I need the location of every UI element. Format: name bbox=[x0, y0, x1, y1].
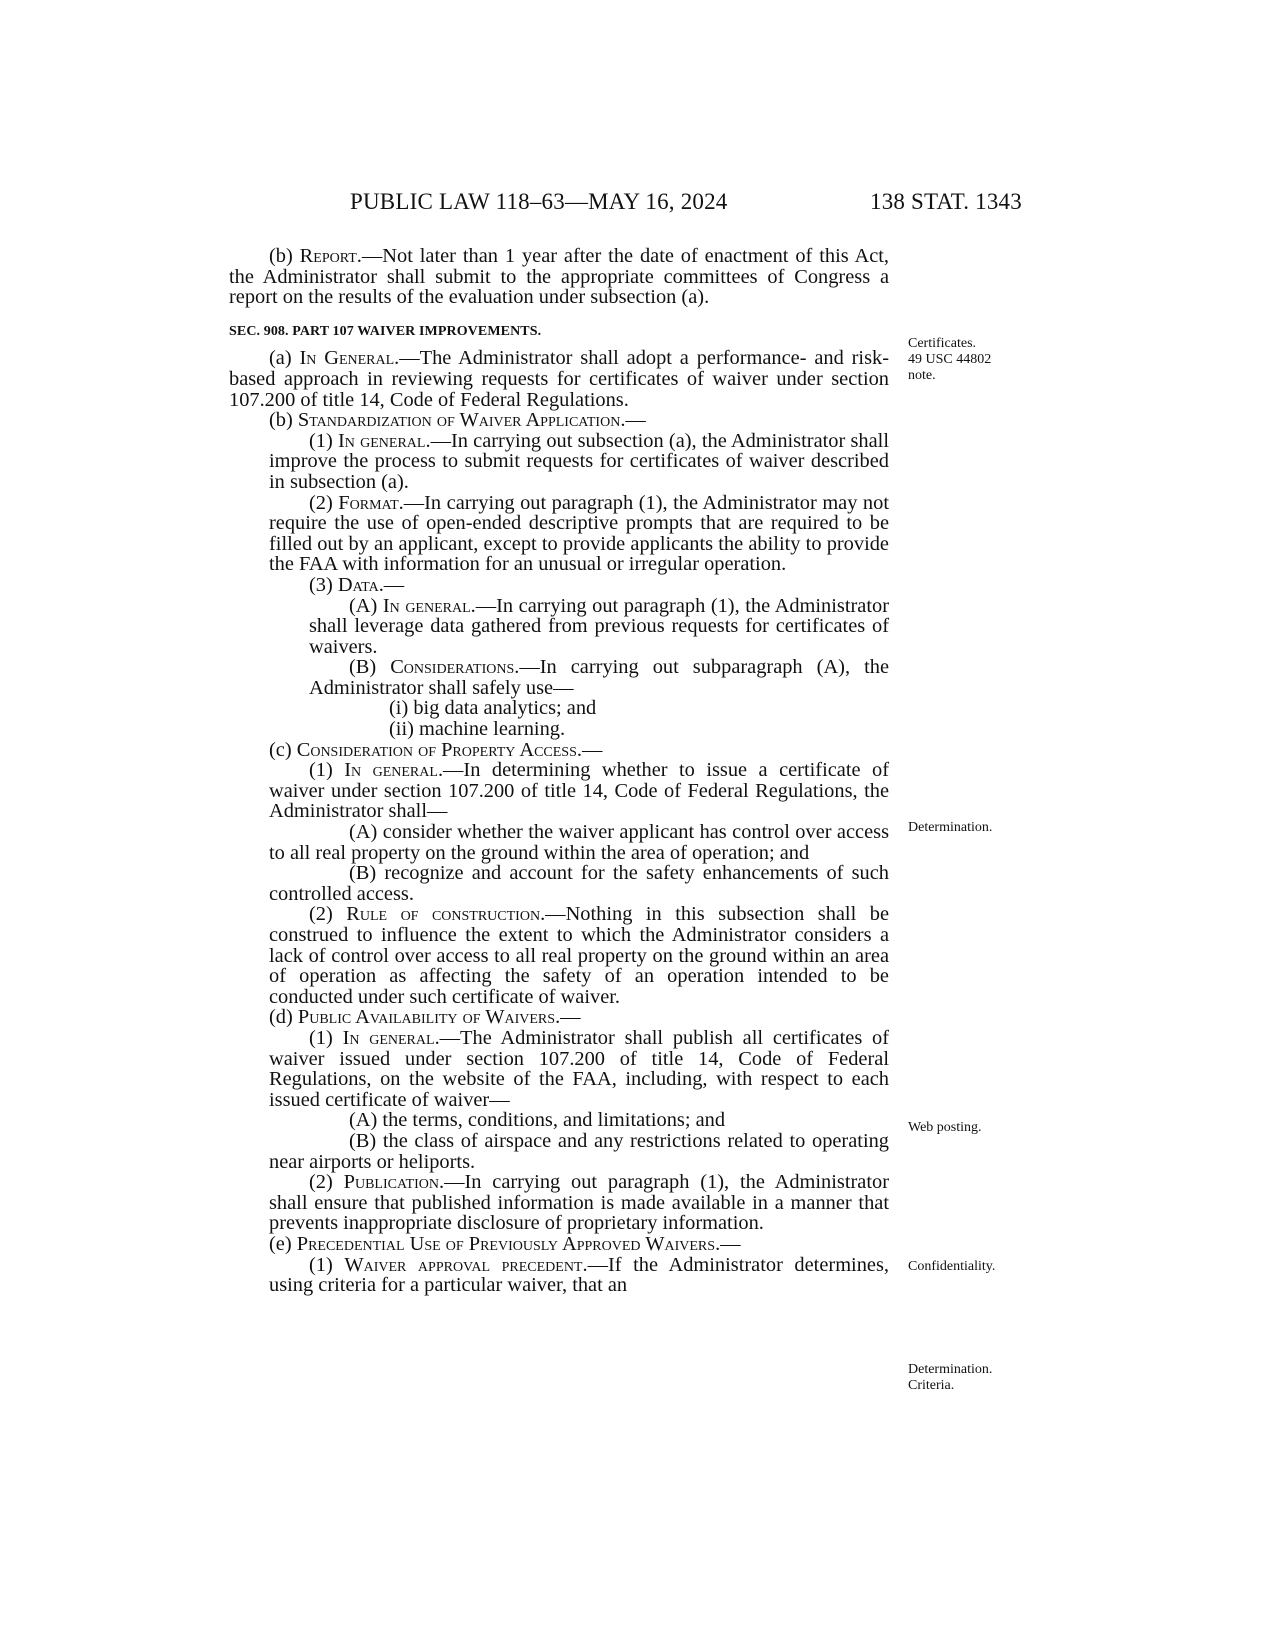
statute-page-number: 138 STAT. 1343 bbox=[870, 189, 1022, 214]
margin-note-confidentiality: Confidentiality. bbox=[908, 1259, 996, 1274]
margin-note-determination: Determination. bbox=[908, 820, 993, 835]
paragraph-c1: (1) In general.—In determining whether to issue a certificate of waiver under section 107.200 of title 14, Code of Federal Regulations, the Administrator shall— bbox=[269, 759, 890, 823]
paragraph-b1: (1) In general.—In carrying out subsection (a), the Administrator shall improve the process to submit requests for certificates of waiver described in subsection (a). bbox=[269, 429, 890, 493]
margin-note-web-posting: Web posting. bbox=[908, 1120, 982, 1135]
paragraph-e1: (1) Waiver approval precedent.—If the Administrator determines, using criteria for a particular waiver, that an bbox=[269, 1253, 889, 1297]
law-text bbox=[229, 246, 889, 1296]
margin-note-line: Determination. bbox=[908, 1362, 993, 1377]
paragraph-b2: (2) Format.—In carrying out paragraph (1), the Administrator may not require the use of open-ended descriptive prompts that are required to be filled out by an applicant, except to provide applicants the ability to provide the FAA with information for an unusual or irregular operation. bbox=[269, 491, 889, 576]
paragraph-b-report: (b) Report.—Not later than 1 year after the date of enactment of this Act, the Administrator shall submit to the appropriate committees of Congress a report on the results of the evaluation under subsection (a). bbox=[229, 245, 890, 309]
clause-b3Bii: (ii) machine learning. bbox=[389, 718, 566, 741]
subsection-e-heading: (e) Precedential Use of Previously Approved Waivers.— bbox=[269, 1232, 741, 1255]
subsection-b-heading: (b) Standardization of Waiver Application.— bbox=[269, 409, 646, 432]
margin-note-line: note. bbox=[908, 368, 936, 383]
subparagraph-d1B: (B) the class of airspace and any restrictions related to operating near airports or heliports. bbox=[269, 1129, 889, 1173]
running-head-title: PUBLIC LAW 118–63—MAY 16, 2024 bbox=[350, 189, 728, 214]
clause-b3Bi: (i) big data analytics; and bbox=[389, 697, 597, 720]
margin-note-line: Criteria. bbox=[908, 1378, 955, 1393]
subparagraph-b3A: (A) In general.—In carrying out paragraph (1), the Administrator shall leverage data gathered from previous requests for certificates of waivers. bbox=[309, 594, 889, 658]
margin-note-certificates bbox=[908, 336, 991, 384]
subparagraph-d1A: (A) the terms, conditions, and limitations; and bbox=[349, 1109, 726, 1132]
subsection-c-heading: (c) Consideration of Property Access.— bbox=[269, 738, 603, 761]
margin-note-determination-criteria bbox=[908, 1362, 992, 1394]
paragraph-b3: (3) Data.— bbox=[309, 573, 405, 596]
subparagraph-c1A: (A) consider whether the waiver applicant has control over access to all real property on the ground within the area of operation; and bbox=[269, 821, 889, 864]
paragraph-d2: (2) Publication.—In carrying out paragraph (1), the Administrator shall ensure that published information is made available in a manner that prevents inappropriate disclosure of proprietary information. bbox=[269, 1171, 890, 1235]
subsection-d-heading: (d) Public Availability of Waivers.— bbox=[269, 1006, 581, 1029]
paragraph-d1: (1) In general.—The Administrator shall publish all certificates of waiver issued under section 107.200 of title 14, Code of Federal Regulations, on the website of the FAA, including, with respect to each issued certificate of waiver— bbox=[269, 1026, 890, 1111]
margin-note-line: Certificates. bbox=[908, 336, 977, 351]
subparagraph-b3B: (B) Considerations.—In carrying out subparagraph (A), the Administrator shall safely use— bbox=[309, 656, 889, 699]
section-heading: SEC. 908. PART 107 WAIVER IMPROVEMENTS. bbox=[229, 323, 542, 339]
paragraph-a-in-general: (a) In General.—The Administrator shall adopt a performance- and risk-based approach in reviewing requests for certificates of waiver under section 107.200 of title 14, Code of Federal Regulations. bbox=[229, 347, 889, 411]
subparagraph-c1B: (B) recognize and account for the safety enhancements of such controlled access. bbox=[269, 862, 889, 905]
margin-note-line: 49 USC 44802 bbox=[908, 352, 992, 367]
paragraph-c2: (2) Rule of construction.—Nothing in this subsection shall be construed to influence the extent to which the Administrator considers a lack of control over access to all real property on the ground within an area of operation as affecting the safety of an operation intended to be conducted under such certificate of waiver. bbox=[269, 903, 889, 1008]
